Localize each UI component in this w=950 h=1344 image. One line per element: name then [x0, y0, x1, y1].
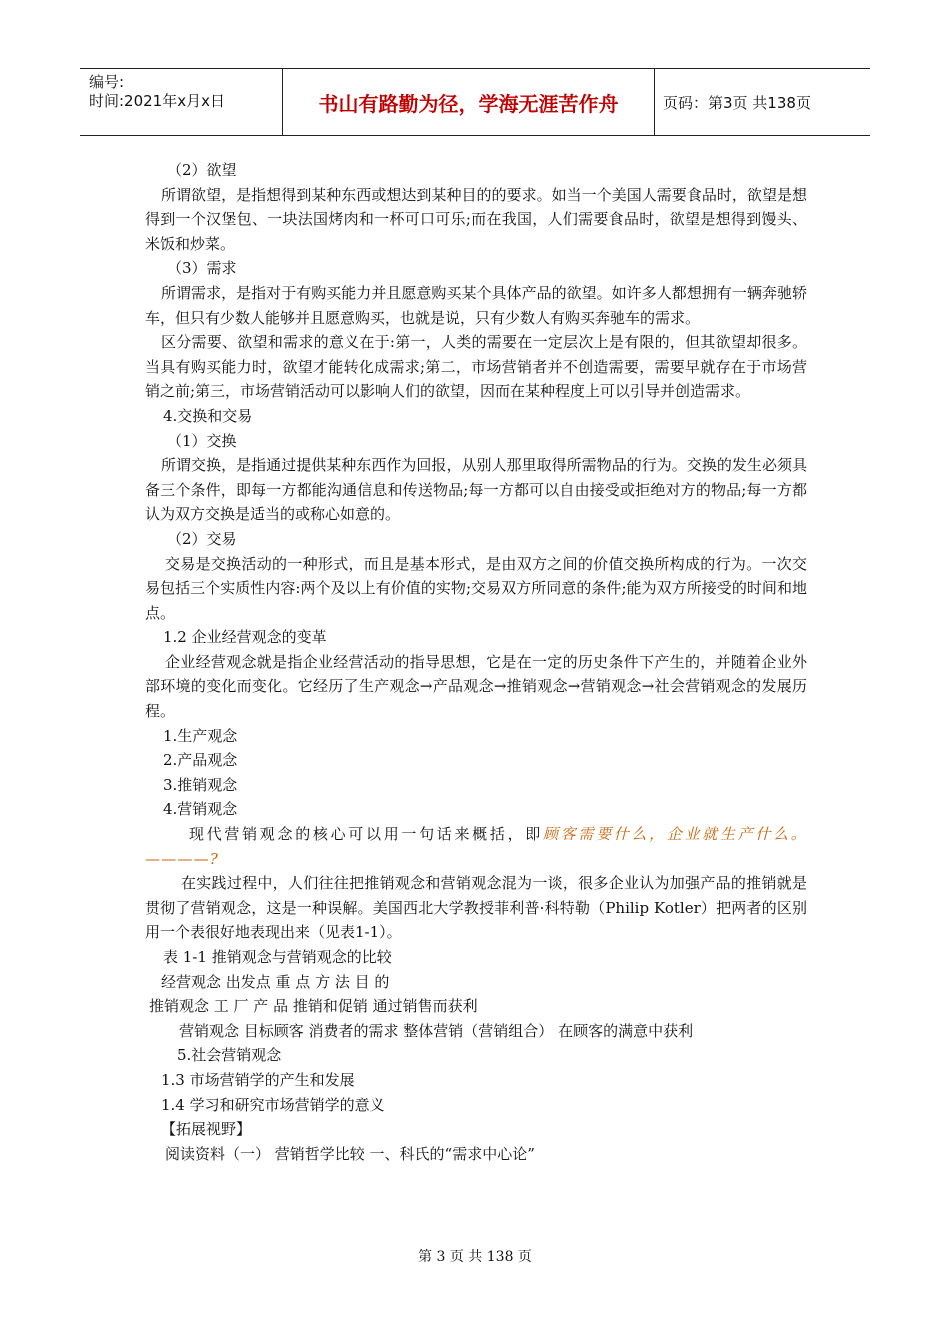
subheading-trade: （2）交易 — [167, 529, 237, 548]
list-item-selling: 3.推销观念 — [163, 775, 238, 794]
heading-exchange-trade: 4.交换和交易 — [163, 406, 253, 425]
core-text: 现代营销观念的核心可以用一句话来概括，即 — [189, 825, 543, 844]
paragraph-core — [145, 822, 807, 871]
list-item-product: 2.产品观念 — [163, 751, 238, 770]
list-item-social-marketing: 5.社会营销观念 — [177, 1046, 282, 1065]
table-row-selling: 推销观念 工 厂 产 品 推销和促销 通过销售而获利 — [149, 997, 478, 1016]
subheading-desire: （2）欲望 — [167, 161, 237, 179]
heading-extended-view: 【拓展视野】 — [161, 1120, 252, 1139]
page-header — [80, 68, 870, 136]
paragraph-practice: 在实践过程中，人们往往把推销观念和营销观念混为一谈，很多企业认为加强产品的推销就是贯彻了营销观念，这是一种误解。美国西北大学教授菲利普·科特勒（Philip Kotler）把两者的区别用一个表很好地表现出来（见表1-1）。 — [145, 874, 807, 942]
header-page-number: 页码：第3页 共138页 — [663, 93, 811, 112]
table-header-row: 经营观念 出发点 重 点 方 法 目 的 — [161, 972, 390, 991]
paragraph-desire: 所谓欲望，是指想得到某种东西或想达到某种目的的要求。如当一个美国人需要食品时，欲望是想得到一个汉堡包、一块法国烤肉和一杯可口可乐;而在我国，人们需要食品时，欲望是想得到馒头、米饭和炒菜。 — [145, 185, 807, 253]
table-caption: 表 1-1 推销观念与营销观念的比较 — [163, 948, 392, 966]
list-item-marketing: 4.营销观念 — [163, 800, 238, 819]
reading-material: 阅读资料（一） 营销哲学比较 一、科氏的“需求中心论” — [165, 1144, 535, 1163]
subheading-demand: （3）需求 — [167, 259, 237, 278]
paragraph-exchange: 所谓交换，是指通过提供某种东西作为回报，从别人那里取得所需物品的行为。交换的发生必须具备三个条件，即每一方都能沟通信息和传送物品;每一方都可以自由接受或拒绝对方的物品;每一方都认为双方交换是适当的或称心如意的。 — [145, 456, 807, 524]
heading-section-1-3: 1.3 市场营销学的产生和发展 — [161, 1070, 355, 1089]
core-quote: 顾客需要什么，企业就生产什么。————? — [145, 825, 807, 868]
date-label: 时间:2021年x月x日 — [89, 92, 225, 110]
header-motto: 书山有路勤为径，学海无涯苦作舟 — [283, 69, 655, 135]
document-body — [145, 158, 807, 1166]
paragraph-trade: 交易是交换活动的一种形式，而且是基本形式，是由双方之间的价值交换所构成的行为。一次交易包括三个实质性内容:两个及以上有价值的实物;交易双方所同意的条件;能为双方所接受的时间和地点。 — [145, 554, 807, 622]
paragraph-demand: 所谓需求，是指对于有购买能力并且愿意购买某个具体产品的欲望。如许多人都想拥有一辆奔驰轿车，但只有少数人能够并且愿意购买，也就是说，只有少数人有购买奔驰车的需求。 — [145, 283, 807, 327]
list-item-production: 1.生产观念 — [163, 726, 238, 745]
header-info — [80, 69, 283, 135]
paragraph-distinction: 区分需要、欲望和需求的意义在于:第一，人类的需要在一定层次上是有限的，但其欲望却很多。当具有购买能力时，欲望才能转化成需求;第二，市场营销者并不创造需要，需要早就存在于市场营销之前;第三，市场营销活动可以影响人们的欲望，因而在某种程度上可以引导并创造需求。 — [145, 333, 807, 401]
paragraph-concept: 企业经营观念就是指企业经营活动的指导思想，它是在一定的历史条件下产生的，并随着企业外部环境的变化而变化。它经历了生产观念→产品观念→推销观念→营销观念→社会营销观念的发展历程。 — [145, 652, 807, 721]
table-row-marketing: 营销观念 目标顾客 消费者的需求 整体营销（营销组合） 在顾客的满意中获利 — [179, 1021, 694, 1040]
page-footer: 第 3 页 共 138 页 — [418, 1249, 532, 1265]
heading-section-1-2: 1.2 企业经营观念的变革 — [163, 628, 327, 647]
heading-section-1-4: 1.4 学习和研究市场营销学的意义 — [161, 1095, 385, 1114]
subheading-exchange: （1）交换 — [167, 431, 237, 450]
serial-label: 编号: — [89, 73, 125, 91]
